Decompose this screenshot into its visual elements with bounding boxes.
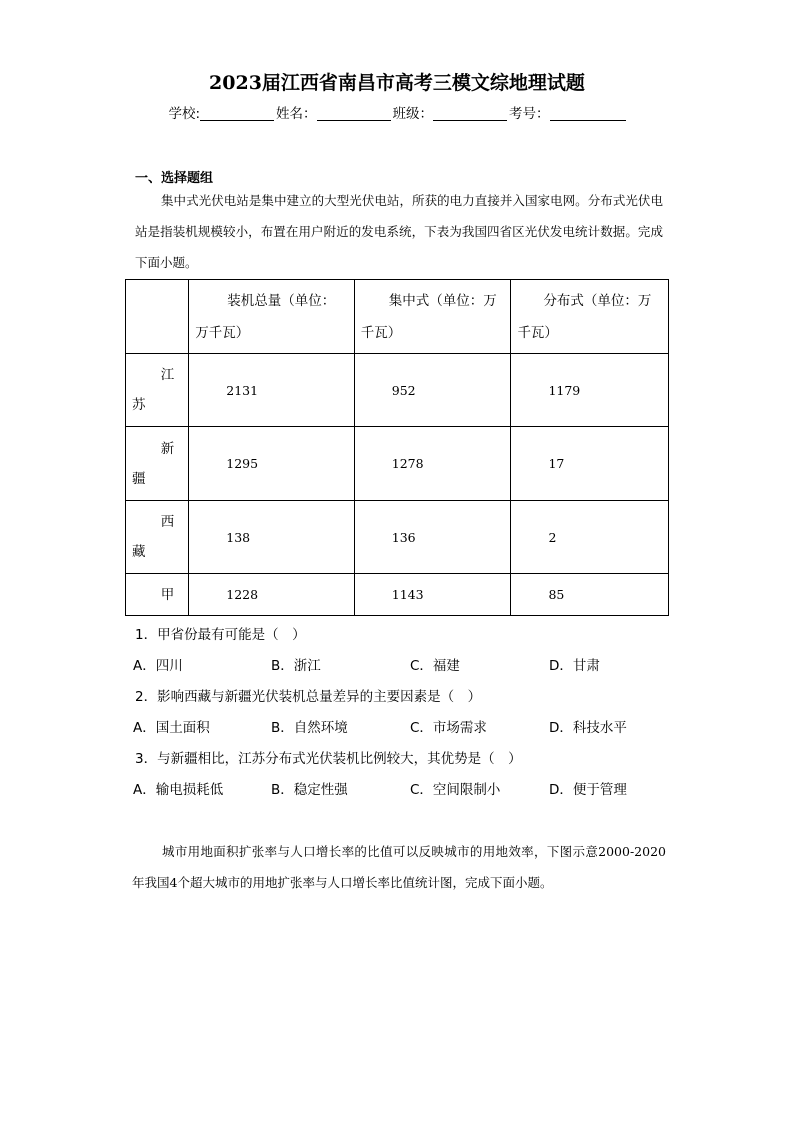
question-3-stem: 3．与新疆相比，江苏分布式光伏装机比例较大，其优势是（ ） bbox=[135, 751, 522, 767]
distributed-cell: 85 bbox=[511, 574, 669, 616]
option-b[interactable]: B．浙江 bbox=[271, 658, 321, 674]
passage-1: 集中式光伏电站是集中建立的大型光伏电站，所获的电力直接并入国家电网。分布式光伏电站是指装机规模较小，布置在用户附近的发电系统，下表为我国四省区光伏发电统计数据。完成下面小题。 bbox=[135, 193, 663, 270]
table-row bbox=[126, 354, 669, 427]
table-row bbox=[126, 574, 669, 616]
distributed-cell: 17 bbox=[511, 427, 669, 501]
class-label: 班级： bbox=[392, 106, 434, 122]
option-d[interactable]: D．甘肃 bbox=[549, 658, 600, 674]
pv-data-table bbox=[125, 279, 669, 616]
option-b[interactable]: B．自然环境 bbox=[271, 720, 348, 736]
question-2-stem: 2．影响西藏与新疆光伏装机总量差异的主要因素是（ ） bbox=[135, 689, 482, 705]
distributed-cell: 2 bbox=[511, 501, 669, 574]
name-label: 姓名： bbox=[276, 106, 317, 122]
option-c[interactable]: C．空间限制小 bbox=[410, 782, 501, 798]
option-c[interactable]: C．福建 bbox=[410, 658, 460, 674]
total-cell: 1295 bbox=[189, 427, 355, 501]
option-a[interactable]: A．四川 bbox=[133, 658, 183, 674]
region-cell: 新 疆 bbox=[126, 427, 189, 501]
header-cell-empty bbox=[126, 280, 189, 354]
name-blank bbox=[317, 106, 391, 121]
school-blank bbox=[200, 106, 274, 121]
central-cell: 952 bbox=[354, 354, 511, 427]
option-d[interactable]: D．科技水平 bbox=[549, 720, 627, 736]
table-row bbox=[126, 501, 669, 574]
region-cell: 甲 bbox=[126, 574, 189, 616]
distributed-cell: 1179 bbox=[511, 354, 669, 427]
passage-2: 城市用地面积扩张率与人口增长率的比值可以反映城市的用地效率，下图示意2000-2020年我国4个超大城市的用地扩张率与人口增长率比值统计图，完成下面小题。 bbox=[132, 844, 666, 890]
option-c[interactable]: C．市场需求 bbox=[410, 720, 487, 736]
class-blank bbox=[433, 106, 507, 121]
central-cell: 1143 bbox=[354, 574, 511, 616]
total-cell: 138 bbox=[189, 501, 355, 574]
table-row bbox=[126, 427, 669, 501]
student-info-line bbox=[0, 102, 794, 122]
header-cell-total: 装机总量（单位：万千瓦） bbox=[189, 280, 355, 354]
header-cell-central: 集中式（单位：万千瓦） bbox=[354, 280, 511, 354]
exam-no-label: 考号： bbox=[509, 106, 550, 122]
total-cell: 1228 bbox=[189, 574, 355, 616]
option-b[interactable]: B．稳定性强 bbox=[271, 782, 348, 798]
region-cell: 江 苏 bbox=[126, 354, 189, 427]
table-header-row bbox=[126, 280, 669, 354]
header-cell-distributed: 分布式（单位：万千瓦） bbox=[511, 280, 669, 354]
option-a[interactable]: A．国土面积 bbox=[133, 720, 210, 736]
option-a[interactable]: A．输电损耗低 bbox=[133, 782, 224, 798]
total-cell: 2131 bbox=[189, 354, 355, 427]
document-title: 2023届江西省南昌市高考三模文综地理试题 bbox=[209, 72, 585, 94]
question-1-stem: 1．甲省份最有可能是（ ） bbox=[135, 627, 306, 643]
school-label: 学校: bbox=[168, 106, 201, 122]
exam-no-blank bbox=[550, 106, 626, 121]
section-title: 一、选择题组 bbox=[135, 171, 214, 186]
region-cell: 西 藏 bbox=[126, 501, 189, 574]
option-d[interactable]: D．便于管理 bbox=[549, 782, 627, 798]
central-cell: 1278 bbox=[354, 427, 511, 501]
central-cell: 136 bbox=[354, 501, 511, 574]
